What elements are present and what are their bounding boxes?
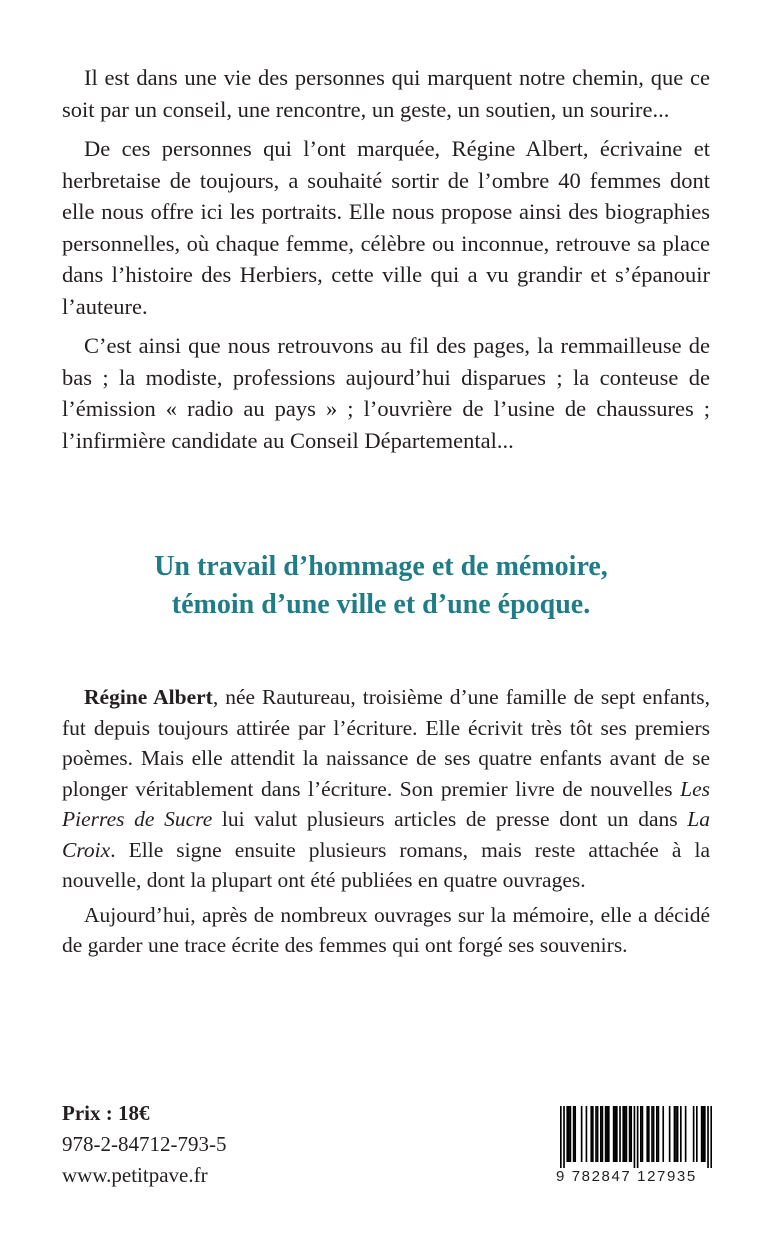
barcode-bar	[710, 1106, 712, 1168]
isbn: 978-2-84712-793-5	[62, 1132, 227, 1156]
barcode-bar	[605, 1106, 607, 1162]
barcode-bar	[646, 1106, 648, 1162]
newspaper-title: La Croix	[62, 807, 710, 862]
barcode-bar	[626, 1106, 628, 1162]
barcode-bar	[675, 1106, 677, 1162]
barcode-bar	[566, 1106, 568, 1162]
barcode-bar	[602, 1106, 604, 1162]
barcode-bar	[634, 1106, 636, 1168]
bio-paragraph-1	[62, 682, 710, 896]
barcode-bar	[573, 1106, 575, 1162]
barcode-bar	[616, 1106, 618, 1162]
tagline-line-2: témoin d’une ville et d’une époque.	[171, 589, 591, 620]
barcode-bar	[619, 1106, 621, 1162]
barcode-bar	[702, 1106, 704, 1162]
barcode-bar	[704, 1106, 706, 1162]
bio-text-b: lui valut plusieurs articles de presse dont un dans	[212, 807, 688, 831]
barcode-bar	[592, 1106, 594, 1162]
barcode-bar	[570, 1106, 572, 1162]
barcode	[556, 1106, 716, 1190]
intro-paragraph-2: De ces personnes qui l’ont marquée, Régine Albert, écrivaine et herbretaise de toujours, a souhaité sortir de l’ombre 40 femmes dont elle nous offre ici les portraits. Elle nous propose ainsi des biographies personnelles, où chaque femme, célèbre ou inconnue, retrouve sa place dans l’histoire des Herbiers, cette ville qui a vu grandir et s’épanouir l’auteure.	[62, 136, 710, 319]
barcode-bar	[597, 1106, 599, 1162]
barcode-digits: 9 782847 127935	[556, 1168, 697, 1185]
barcode-bar	[600, 1106, 602, 1162]
tagline-line-1: Un travail d’hommage et de mémoire,	[154, 551, 608, 582]
barcode-bar	[685, 1106, 687, 1162]
barcode-bar	[680, 1106, 682, 1162]
tagline	[0, 548, 762, 624]
barcode-bar	[658, 1106, 660, 1162]
barcode-bar	[674, 1106, 676, 1162]
barcode-bar	[707, 1106, 709, 1168]
barcode-bar	[648, 1106, 650, 1162]
barcode-bar	[669, 1106, 671, 1162]
barcode-bar	[560, 1106, 562, 1168]
bio-paragraph-2: Aujourd’hui, après de nombreux ouvrages sur la mémoire, elle a décidé de garder une trace écrite des femmes qui ont forgé ses souvenirs.	[62, 902, 710, 957]
bio-text-a: , née Rautureau, troisième d’une famille de sept enfants, fut depuis toujours attirée par l’écriture. Elle écrivit très tôt ses premiers poèmes. Mais elle attendit la naissance de ses quatre enfants avant de se plonger véritablement dans l’écriture. Son premier livre de nouvelles	[62, 685, 710, 801]
barcode-bar	[701, 1106, 703, 1162]
intro-text	[62, 62, 710, 464]
barcode-bar	[696, 1106, 698, 1162]
book-title: Les Pierres de Sucre	[62, 776, 710, 831]
bio-text-c: . Elle signe ensuite plusieurs romans, mais reste attachée à la nouvelle, dont la plupart ont été publiées en quatre ouvrages.	[62, 837, 710, 892]
barcode-bars	[560, 1106, 712, 1168]
barcode-bar	[586, 1106, 588, 1162]
barcode-bar	[581, 1106, 583, 1162]
barcode-bar	[693, 1106, 695, 1162]
publication-info	[62, 1098, 226, 1191]
barcode-bar	[568, 1106, 570, 1162]
author-bio	[62, 682, 710, 965]
barcode-bar	[653, 1106, 655, 1162]
barcode-bar	[563, 1106, 565, 1168]
intro-paragraph-1: Il est dans une vie des personnes qui marquent notre chemin, que ce soit par un conseil, une rencontre, un geste, un soutien, un sourire...	[62, 65, 710, 122]
barcode-bar	[629, 1106, 631, 1162]
price: Prix : 18€	[62, 1101, 150, 1125]
intro-paragraph-3: C’est ainsi que nous retrouvons au fil des pages, la remmailleuse de bas ; la modiste, professions aujourd’hui disparues ; la conteuse de l’émission « radio au pays » ; l’ouvrière de l’usine de chaussures ; l’infirmière candidate au Conseil Départemental...	[62, 333, 710, 453]
barcode-bar	[622, 1106, 624, 1162]
barcode-bar	[590, 1106, 592, 1162]
barcode-bar	[656, 1106, 658, 1162]
barcode-bar	[613, 1106, 615, 1162]
barcode-bar	[651, 1106, 653, 1162]
barcode-bar	[640, 1106, 642, 1162]
barcode-bar	[574, 1106, 576, 1162]
barcode-bar	[630, 1106, 632, 1162]
barcode-bar	[606, 1106, 608, 1162]
barcode-bar	[677, 1106, 679, 1162]
barcode-bar	[662, 1106, 664, 1162]
author-name: Régine Albert	[84, 685, 213, 709]
website: www.petitpave.fr	[62, 1163, 208, 1187]
barcode-bar	[637, 1106, 639, 1168]
barcode-bar	[642, 1106, 644, 1162]
barcode-bar	[614, 1106, 616, 1162]
barcode-bar	[608, 1106, 610, 1162]
barcode-bar	[595, 1106, 597, 1162]
barcode-bar	[624, 1106, 626, 1162]
